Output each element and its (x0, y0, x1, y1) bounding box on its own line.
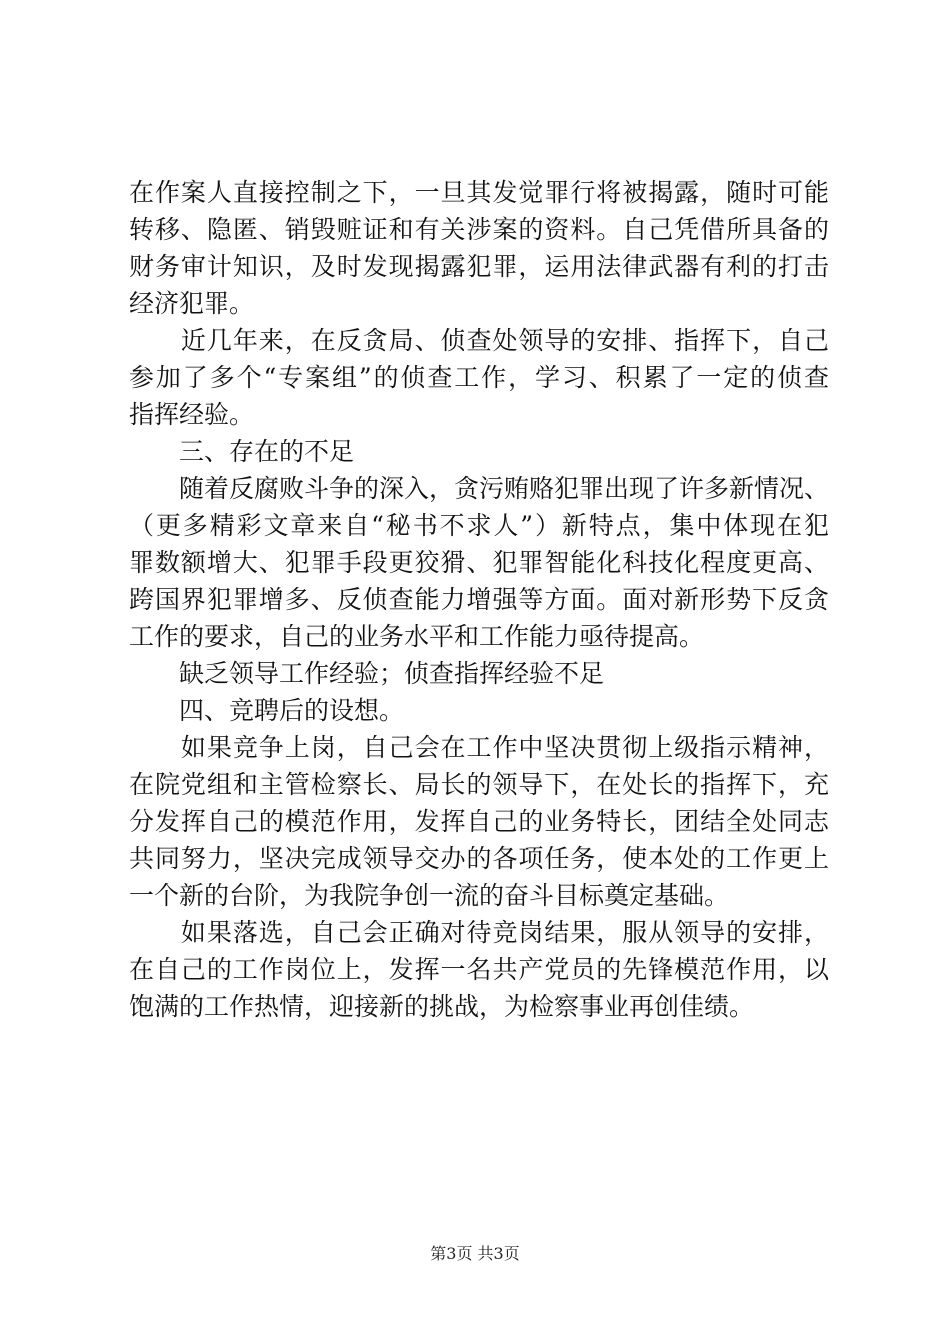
text-line: 指挥经验。 (129, 400, 255, 429)
text-line: 近几年来，在反贪局、侦查处领导的安排、指挥下，自己 (129, 326, 829, 355)
text-line: 工作的要求，自己的业务水平和工作能力亟待提高。 (129, 622, 705, 651)
text-line: 财务审计知识，及时发现揭露犯罪，运用法律武器有利的打击 (129, 252, 829, 281)
text-line: 如果竞争上岗，自己会在工作中坚决贯彻上级指示精神， (129, 733, 829, 762)
text-line: 在院党组和主管检察长、局长的领导下，在处长的指挥下，充 (129, 770, 829, 799)
text-line: 分发挥自己的模范作用，发挥自己的业务特长，团结全处同志 (129, 807, 829, 836)
text-line: 如果落选，自己会正确对待竞岗结果，服从领导的安排， (129, 918, 829, 947)
document-body (129, 174, 829, 1025)
text-line: 三、存在的不足 (129, 437, 355, 466)
text-line: 共同努力，坚决完成领导交办的各项任务，使本处的工作更上 (129, 844, 829, 873)
text-line: 一个新的台阶，为我院争创一流的奋斗目标奠定基础。 (129, 881, 730, 910)
text-line: 饱满的工作热情，迎接新的挑战，为检察事业再创佳绩。 (129, 992, 755, 1021)
text-line: 罪数额增大、犯罪手段更狡猾、犯罪智能化科技化程度更高、 (129, 548, 829, 577)
text-line: 随着反腐败斗争的深入，贪污贿赂犯罪出现了许多新情况、 (129, 474, 830, 503)
text-line: 跨国界犯罪增多、反侦查能力增强等方面。面对新形势下反贪 (129, 585, 829, 614)
text-line: 转移、隐匿、销毁赃证和有关涉案的资料。自己凭借所具备的 (129, 215, 829, 244)
text-line: 缺乏领导工作经验；侦查指挥经验不足 (129, 659, 605, 688)
text-line: （更多精彩文章来自“秘书不求人”）新特点，集中体现在犯 (129, 511, 829, 540)
text-line: 四、竞聘后的设想。 (129, 696, 405, 725)
text-line: 参加了多个“专案组”的侦查工作，学习、积累了一定的侦查 (129, 363, 829, 392)
page-footer: 第3页 共3页 (430, 1244, 520, 1263)
text-line: 经济犯罪。 (129, 289, 255, 318)
text-line: 在作案人直接控制之下，一旦其发觉罪行将被揭露，随时可能 (129, 178, 829, 207)
text-line: 在自己的工作岗位上，发挥一名共产党员的先锋模范作用，以 (129, 955, 829, 984)
